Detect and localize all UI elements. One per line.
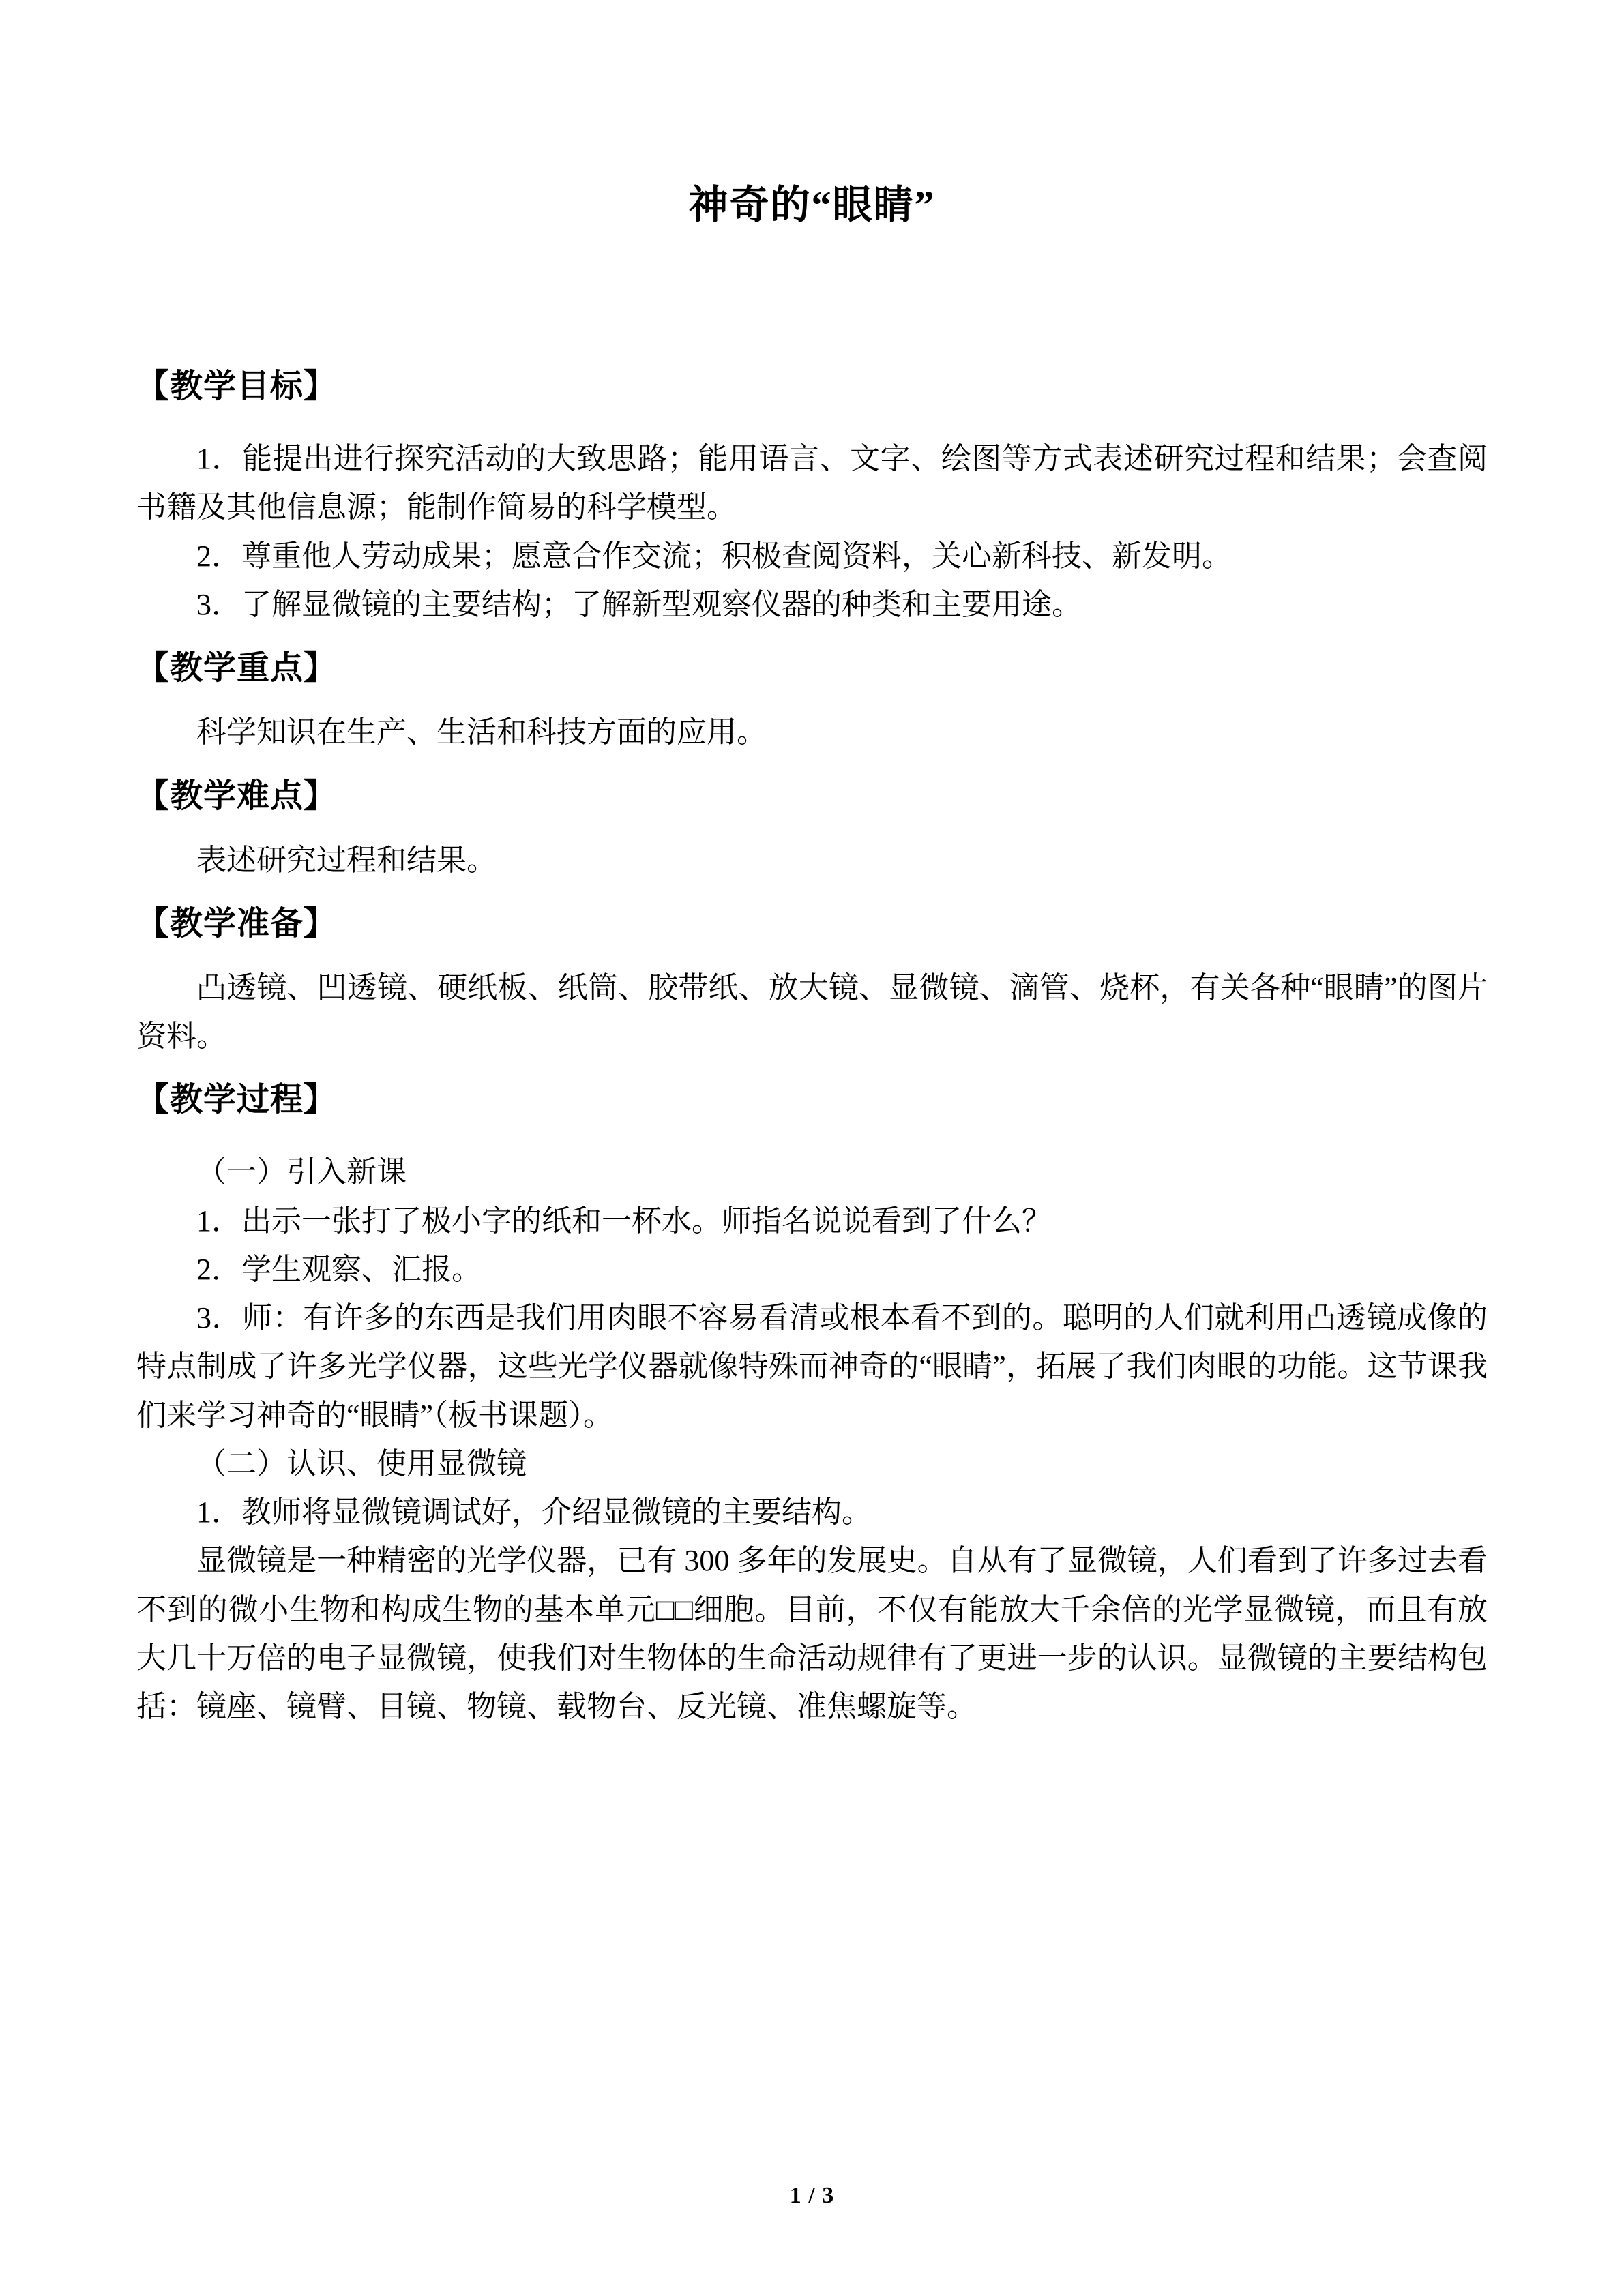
paragraph-process-2: 2．学生观察、汇报。 (196, 1252, 482, 1286)
paragraph-process-1: 1．出示一张打了极小字的纸和一杯水。师指名说说看到了什么？ (196, 1204, 1052, 1238)
paragraph-process-microscope-heading: （二）认识、使用显微镜 (196, 1446, 527, 1480)
section-heading-difficulties: 【教学难点】 (136, 777, 338, 814)
title-spacer (136, 233, 1488, 362)
paragraph-key-points: 科学知识在生产、生活和科技方面的应用。 (196, 715, 767, 749)
section-heading-preparation: 【教学准备】 (136, 905, 338, 942)
paragraph-preparation: 凸透镜、凹透镜、硬纸板、纸筒、胶带纸、放大镜、显微镜、滴管、烧杯，有关各种“眼睛”的图片资料。 (136, 970, 1488, 1054)
paragraph-process-3: 3．师：有许多的东西是我们用肉眼不容易看清或根本看不到的。聪明的人们就利用凸透镜成像的特点制成了许多光学仪器，这些光学仪器就像特殊而神奇的“眼睛”，拓展了我们肉眼的功能。这节课我们来学习神奇的“眼睛”（板书课题）。 (136, 1301, 1488, 1432)
paragraph-objective-3: 3．了解显微镜的主要结构；了解新型观察仪器的种类和主要用途。 (196, 587, 1082, 621)
paragraph-difficulties: 表述研究过程和结果。 (196, 843, 497, 877)
paragraph-process-4: 1．教师将显微镜调试好，介绍显微镜的主要结构。 (196, 1495, 872, 1530)
section-heading-process: 【教学过程】 (136, 1082, 338, 1118)
page-number-footer: 1 / 3 (789, 2183, 835, 2208)
paragraph-process-intro-heading: （一）引入新课 (196, 1155, 407, 1189)
paragraph-objective-1: 1．能提出进行探究活动的大致思路；能用语言、文字、绘图等方式表述研究过程和结果；会查阅书籍及其他信息源；能制作简易的科学模型。 (136, 442, 1488, 524)
page-title: 神奇的“眼睛” (688, 183, 936, 227)
section-heading-key-points: 【教学重点】 (136, 650, 338, 687)
paragraph-process-microscope-desc: 显微镜是一种精密的光学仪器，已有 300 多年的发展史。自从有了显微镜，人们看到了许多过去看不到的微小生物和构成生物的基本单元□□细胞。目前，不仅有能放大千余倍的光学显微镜，而且有放大几十万倍的电子显微镜，使我们对生物体的生命活动规律有了更进一步的认识。显微镜的主要结构包括：镜座、镜臂、目镜、物镜、载物台、反光镜、准焦螺旋等。 (136, 1544, 1488, 1724)
paragraph-objective-2: 2．尊重他人劳动成果；愿意合作交流；积极查阅资料，关心新科技、新发明。 (196, 539, 1232, 573)
section-heading-objectives: 【教学目标】 (136, 368, 338, 405)
